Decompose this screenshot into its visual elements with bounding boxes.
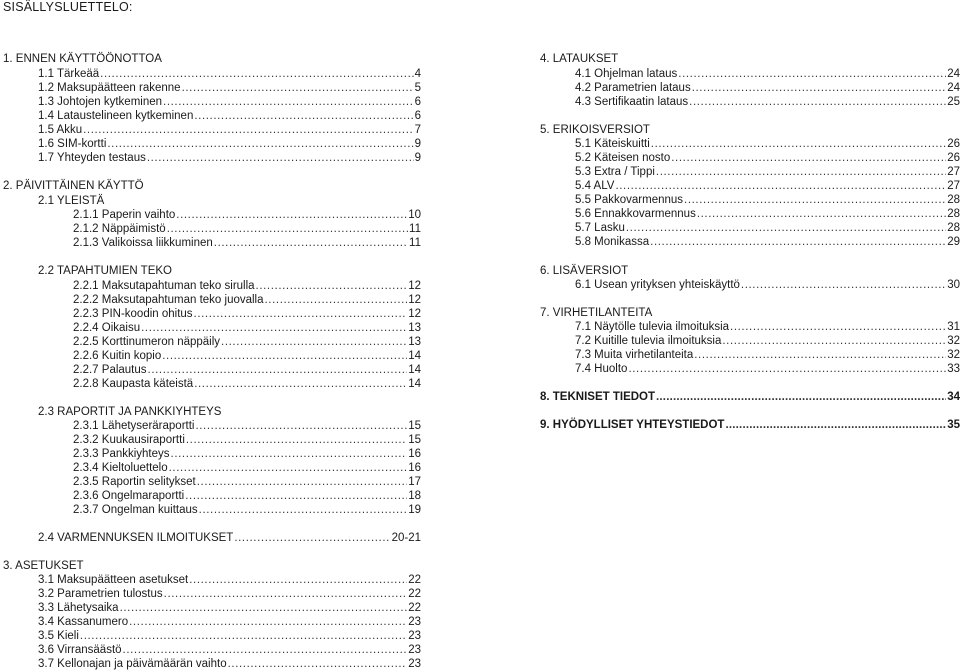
entry-title: 7.2 Kuitille tulevia ilmoituksia [575, 335, 722, 347]
toc-entry[interactable] [38, 81, 421, 95]
toc-entry[interactable] [73, 475, 421, 489]
entry-page: 14 [408, 378, 421, 390]
leader-dots [194, 307, 408, 321]
entry-title: 3.5 Kieli [38, 630, 79, 642]
leader-dots [195, 419, 407, 433]
leader-dots [651, 137, 946, 151]
entry-page: 24 [947, 68, 960, 80]
leader-dots [120, 601, 408, 615]
toc-entry[interactable] [73, 461, 421, 475]
leader-dots [162, 349, 407, 363]
toc-entry[interactable] [73, 307, 421, 321]
toc-entry[interactable] [38, 587, 421, 601]
entry-page: 6 [414, 110, 421, 122]
leader-dots [148, 363, 408, 377]
leader-dots [169, 461, 408, 475]
entry-title: 5.3 Extra / Tippi [575, 166, 655, 178]
toc-entry[interactable] [73, 363, 421, 377]
leader-dots [671, 151, 946, 165]
entry-page: 7 [414, 124, 421, 136]
entry-title: 2.2.4 Oikaisu [73, 322, 141, 334]
leader-dots [147, 151, 414, 165]
toc-entry[interactable] [575, 165, 960, 179]
leader-dots [194, 109, 413, 123]
entry-page: 12 [408, 308, 421, 320]
leader-dots [141, 321, 407, 335]
entry-title: 4.3 Sertifikaatin lataus [575, 96, 689, 108]
toc-entry[interactable] [38, 95, 421, 109]
entry-title: 2.3.7 Ongelman kuittaus [73, 504, 198, 516]
entry-title: 2.3.5 Raportin selitykset [73, 476, 196, 488]
entry-title: 3.3 Lähetysaika [38, 602, 119, 614]
entry-page: 12 [408, 280, 421, 292]
toc-entry[interactable] [575, 207, 960, 221]
toc-entry[interactable] [575, 362, 960, 376]
entry-title: 2.3.3 Pankkiyhteys [73, 448, 170, 460]
entry-page: 27 [947, 180, 960, 192]
toc-entry[interactable] [38, 601, 421, 615]
entry-page: 32 [947, 349, 960, 361]
toc-entry[interactable] [73, 419, 421, 433]
toc-entry[interactable] [38, 643, 421, 657]
entry-page: 9 [414, 138, 421, 150]
entry-page: 31 [947, 321, 960, 333]
leader-dots [167, 222, 408, 236]
entry-title: 5.2 Käteisen nosto [575, 152, 671, 164]
entry-page: 19 [408, 504, 421, 516]
entry-page: 23 [408, 616, 421, 628]
entry-title: 2.3.1 Lähetyseräraportti [73, 420, 195, 432]
toc-entry[interactable] [73, 279, 421, 293]
leader-dots [83, 123, 413, 137]
leader-dots [650, 235, 946, 249]
leader-dots [199, 503, 408, 517]
section-heading-5: 5. ERIKOISVERSIOT [540, 124, 650, 136]
entry-page: 34 [947, 391, 960, 403]
leader-dots [185, 489, 407, 503]
leader-dots [256, 279, 408, 293]
entry-title: 8. TEKNISET TIEDOT [540, 391, 656, 403]
toc-entry[interactable] [38, 67, 421, 81]
entry-page: 16 [408, 462, 421, 474]
entry-page: 23 [408, 630, 421, 642]
entry-page: 23 [408, 644, 421, 656]
entry-page: 13 [408, 336, 421, 348]
entry-page: 32 [947, 335, 960, 347]
entry-title: 4.1 Ohjelman lataus [575, 68, 678, 80]
toc-entry[interactable] [575, 320, 960, 334]
toc-entry[interactable] [575, 348, 960, 362]
entry-page: 10 [408, 209, 421, 221]
toc-entry[interactable] [73, 236, 421, 250]
leader-dots [626, 221, 946, 235]
entry-page: 24 [947, 82, 960, 94]
leader-dots [182, 81, 414, 95]
entry-page: 4 [414, 68, 421, 80]
entry-title: 1.1 Tärkeää [38, 68, 100, 80]
entry-title: 1.5 Akku [38, 124, 83, 136]
entry-page: 23 [408, 658, 421, 670]
toc-entry[interactable] [38, 137, 421, 151]
toc-entry[interactable] [73, 503, 421, 517]
entry-title: 2.2.7 Palautus [73, 364, 147, 376]
entry-title: 5.8 Monikassa [575, 236, 650, 248]
toc-entry[interactable] [575, 67, 960, 81]
entry-title: 2.3.2 Kuukausiraportti [73, 434, 185, 446]
leader-dots [725, 418, 946, 432]
entry-title: 2.1.3 Valikoissa liikkuminen [73, 237, 213, 249]
toc-entry[interactable] [575, 151, 960, 165]
entry-page: 27 [947, 166, 960, 178]
entry-page: 20-21 [391, 532, 421, 544]
leader-dots [163, 95, 414, 109]
leader-dots [730, 320, 946, 334]
toc-entry[interactable] [38, 629, 421, 643]
entry-title: 3.4 Kassanumero [38, 616, 129, 628]
section-heading-3: 3. ASETUKSET [3, 560, 84, 572]
entry-page: 17 [408, 476, 421, 488]
entry-page: 16 [408, 448, 421, 460]
toc-entry[interactable] [38, 531, 421, 545]
entry-title: 5.1 Käteiskuitti [575, 138, 650, 150]
entry-page: 11 [409, 237, 421, 249]
entry-page: 22 [408, 588, 421, 600]
entry-page: 33 [947, 363, 960, 375]
leader-dots [697, 207, 946, 221]
toc-entry[interactable] [38, 573, 421, 587]
leader-dots [684, 193, 946, 207]
section-heading-2: 2. PÄIVITTÄINEN KÄYTTÖ [3, 180, 144, 192]
entry-page: 14 [408, 350, 421, 362]
leader-dots [692, 81, 947, 95]
entry-title: 2.2.5 Korttinumeron näppäily [73, 336, 221, 348]
leader-dots [123, 643, 408, 657]
entry-title: 1.7 Yhteyden testaus [38, 152, 146, 164]
leader-dots [194, 377, 407, 391]
leader-dots [741, 278, 946, 292]
leader-dots [129, 615, 407, 629]
toc-entry[interactable] [575, 193, 960, 207]
section-heading-1: 1. ENNEN KÄYTTÖÖNOTTOA [3, 53, 162, 65]
toc-entry[interactable] [38, 123, 421, 137]
entry-title: 2.4 VARMENNUKSEN ILMOITUKSET [38, 532, 234, 544]
entry-title: 2.3.6 Ongelmaraportti [73, 490, 185, 502]
entry-title: 5.7 Lasku [575, 222, 625, 234]
entry-page: 30 [947, 279, 960, 291]
toc-entry[interactable] [540, 418, 960, 432]
entry-title: 3.7 Kellonajan ja päivämäärän vaihto [38, 658, 227, 670]
entry-page: 11 [409, 223, 421, 235]
entry-title: 2.3.4 Kieltoluettelo [73, 462, 168, 474]
toc-entry[interactable] [73, 335, 421, 349]
subsection-heading: 2.2 TAPAHTUMIEN TEKO [38, 265, 172, 277]
leader-dots [656, 390, 946, 404]
leader-dots [80, 629, 407, 643]
entry-title: 5.6 Ennakkovarmennus [575, 208, 696, 220]
entry-page: 6 [414, 96, 421, 108]
entry-title: 2.2.8 Kaupasta käteistä [73, 378, 194, 390]
entry-page: 22 [408, 602, 421, 614]
toc-entry[interactable] [38, 151, 421, 165]
leader-dots [656, 165, 946, 179]
entry-page: 5 [414, 82, 421, 94]
entry-page: 25 [947, 96, 960, 108]
toc-entry[interactable] [73, 321, 421, 335]
toc-entry[interactable] [38, 109, 421, 123]
toc-entry[interactable] [575, 137, 960, 151]
toc-entry[interactable] [73, 293, 421, 307]
subsection-heading: 2.1 YLEISTÄ [38, 195, 105, 207]
entry-page: 28 [947, 222, 960, 234]
leader-dots [107, 137, 413, 151]
page-title: SISÄLLYSLUETTELO: [3, 0, 133, 14]
entry-title: 2.2.6 Kuitin kopio [73, 350, 162, 362]
entry-page: 26 [947, 138, 960, 150]
toc-entry[interactable] [73, 377, 421, 391]
section-heading-4: 4. LATAUKSET [540, 53, 619, 65]
entry-title: 1.6 SIM-kortti [38, 138, 107, 150]
leader-dots [628, 362, 946, 376]
entry-title: 2.2.2 Maksutapahtuman teko juovalla [73, 294, 264, 306]
leader-dots [164, 587, 408, 601]
leader-dots [234, 531, 390, 545]
entry-page: 14 [408, 364, 421, 376]
entry-title: 1.4 Lataustelineen kytkeminen [38, 110, 194, 122]
leader-dots [615, 179, 946, 193]
toc-entry[interactable] [575, 235, 960, 249]
entry-title: 2.1.2 Näppäimistö [73, 223, 166, 235]
entry-page: 22 [408, 574, 421, 586]
leader-dots [189, 573, 407, 587]
leader-dots [678, 67, 946, 81]
entry-title: 3.2 Parametrien tulostus [38, 588, 163, 600]
leader-dots [186, 433, 407, 447]
toc-entry[interactable] [73, 222, 421, 236]
leader-dots [722, 334, 946, 348]
entry-title: 2.2.3 PIN-koodin ohitus [73, 308, 193, 320]
toc-entry[interactable] [38, 615, 421, 629]
entry-page: 15 [408, 420, 421, 432]
leader-dots [214, 236, 408, 250]
leader-dots [694, 348, 946, 362]
entry-title: 4.2 Parametrien lataus [575, 82, 691, 94]
leader-dots [100, 67, 413, 81]
leader-dots [176, 208, 407, 222]
entry-page: 9 [414, 152, 421, 164]
entry-title: 7.4 Huolto [575, 363, 628, 375]
leader-dots [197, 475, 407, 489]
toc-entry[interactable] [73, 349, 421, 363]
entry-page: 26 [947, 152, 960, 164]
entry-page: 15 [408, 434, 421, 446]
entry-page: 13 [408, 322, 421, 334]
toc-entry[interactable] [575, 179, 960, 193]
entry-page: 28 [947, 208, 960, 220]
toc-entry[interactable] [575, 95, 960, 109]
leader-dots [221, 335, 407, 349]
entry-page: 18 [408, 490, 421, 502]
entry-title: 2.2.1 Maksutapahtuman teko sirulla [73, 280, 255, 292]
leader-dots [171, 447, 408, 461]
entry-title: 3.1 Maksupäätteen asetukset [38, 574, 189, 586]
toc-entry[interactable] [73, 208, 421, 222]
toc-entry[interactable] [540, 390, 960, 404]
leader-dots [265, 293, 408, 307]
entry-page: 12 [408, 294, 421, 306]
subsection-heading: 2.3 RAPORTIT JA PANKKIYHTEYS [38, 406, 222, 418]
toc-entry[interactable] [575, 81, 960, 95]
entry-page: 29 [947, 236, 960, 248]
entry-title: 7.3 Muita virhetilanteita [575, 349, 694, 361]
toc-entry[interactable] [575, 221, 960, 235]
toc-entry[interactable] [73, 447, 421, 461]
leader-dots [228, 657, 408, 671]
entry-title: 1.3 Johtojen kytkeminen [38, 96, 163, 108]
entry-title: 3.6 Virransäästö [38, 644, 122, 656]
entry-page: 35 [947, 419, 960, 431]
entry-title: 7.1 Näytölle tulevia ilmoituksia [575, 321, 730, 333]
entry-title: 5.4 ALV [575, 180, 615, 192]
toc-entry[interactable] [73, 433, 421, 447]
toc-entry[interactable] [38, 657, 421, 671]
section-heading-7: 7. VIRHETILANTEITA [540, 307, 653, 319]
toc-entry[interactable] [73, 489, 421, 503]
toc-entry[interactable] [575, 278, 960, 292]
entry-title: 5.5 Pakkovarmennus [575, 194, 684, 206]
entry-page: 28 [947, 194, 960, 206]
entry-title: 9. HYÖDYLLISET YHTEYSTIEDOT [540, 419, 725, 431]
entry-title: 2.1.1 Paperin vaihto [73, 209, 176, 221]
entry-title: 6.1 Usean yrityksen yhteiskäyttö [575, 279, 740, 291]
section-heading-6: 6. LISÄVERSIOT [540, 265, 629, 277]
toc-entry[interactable] [575, 334, 960, 348]
entry-title: 1.2 Maksupäätteen rakenne [38, 82, 181, 94]
leader-dots [689, 95, 946, 109]
